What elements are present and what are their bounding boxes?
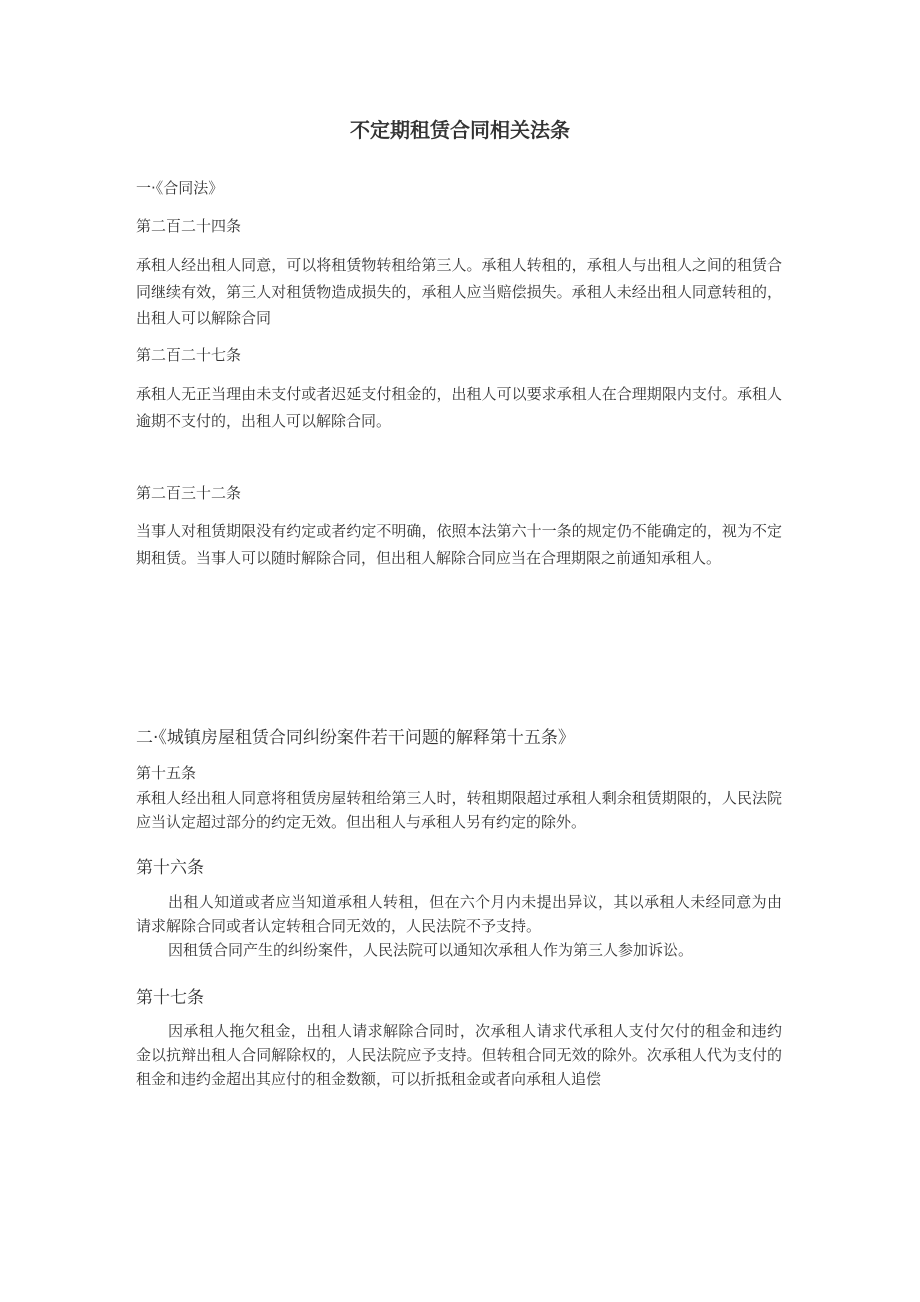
article-16-paragraph-2: 因租赁合同产生的纠纷案件，人民法院可以通知次承租人作为第三人参加诉讼。 bbox=[168, 941, 694, 959]
article-17-heading: 第十七条 bbox=[136, 988, 204, 1008]
article-17-text bbox=[136, 1019, 782, 1091]
article-224-text: 承租人经出租人同意，可以将租赁物转租给第三人。承租人转租的，承租人与出租人之间的租赁合同继续有效，第三人对租赁物造成损失的，承租人应当赔偿损失。承租人未经出租人同意转租的，出租人可以解除合同 bbox=[136, 256, 782, 327]
article-17-paragraph: 因承租人拖欠租金，出租人请求解除合同时，次承租人请求代承租人支付欠付的租金和违约金以抗辩出租人合同解除权的，人民法院应予支持。但转租合同无效的除外。次承租人代为支付的租金和违约金超出其应付的租金数额，可以折抵租金或者向承租人追偿 bbox=[136, 1022, 782, 1088]
article-16-text bbox=[136, 890, 782, 962]
article-15-text bbox=[136, 786, 782, 834]
page-title: 不定期租赁合同相关法条 bbox=[350, 118, 570, 142]
section-1-heading: 一·《合同法》 bbox=[136, 179, 224, 197]
article-232-heading: 第二百三十二条 bbox=[136, 484, 242, 502]
article-224-heading: 第二百二十四条 bbox=[136, 217, 242, 235]
article-16-paragraph-1: 出租人知道或者应当知道承租人转租，但在六个月内未提出异议，其以承租人未经同意为由请求解除合同或者认定转租合同无效的，人民法院不予支持。 bbox=[136, 893, 782, 935]
article-227-heading: 第二百二十七条 bbox=[136, 346, 242, 364]
article-232-text: 当事人对租赁期限没有约定或者约定不明确，依照本法第六十一条的规定仍不能确定的，视为不定期租赁。当事人可以随时解除合同，但出租人解除合同应当在合理期限之前通知承租人。 bbox=[136, 522, 782, 567]
article-227-text: 承租人无正当理由未支付或者迟延支付租金的，出租人可以要求承租人在合理期限内支付。承租人逾期不支付的，出租人可以解除合同。 bbox=[136, 385, 782, 430]
article-15-heading: 第十五条 bbox=[136, 764, 197, 782]
article-15-paragraph: 承租人经出租人同意将租赁房屋转租给第三人时，转租期限超过承租人剩余租赁期限的，人民法院应当认定超过部分的约定无效。但出租人与承租人另有约定的除外。 bbox=[136, 789, 782, 831]
article-16-heading: 第十六条 bbox=[136, 858, 204, 878]
section-2-heading: 二·《城镇房屋租赁合同纠纷案件若干问题的解释第十五条》 bbox=[136, 728, 575, 748]
